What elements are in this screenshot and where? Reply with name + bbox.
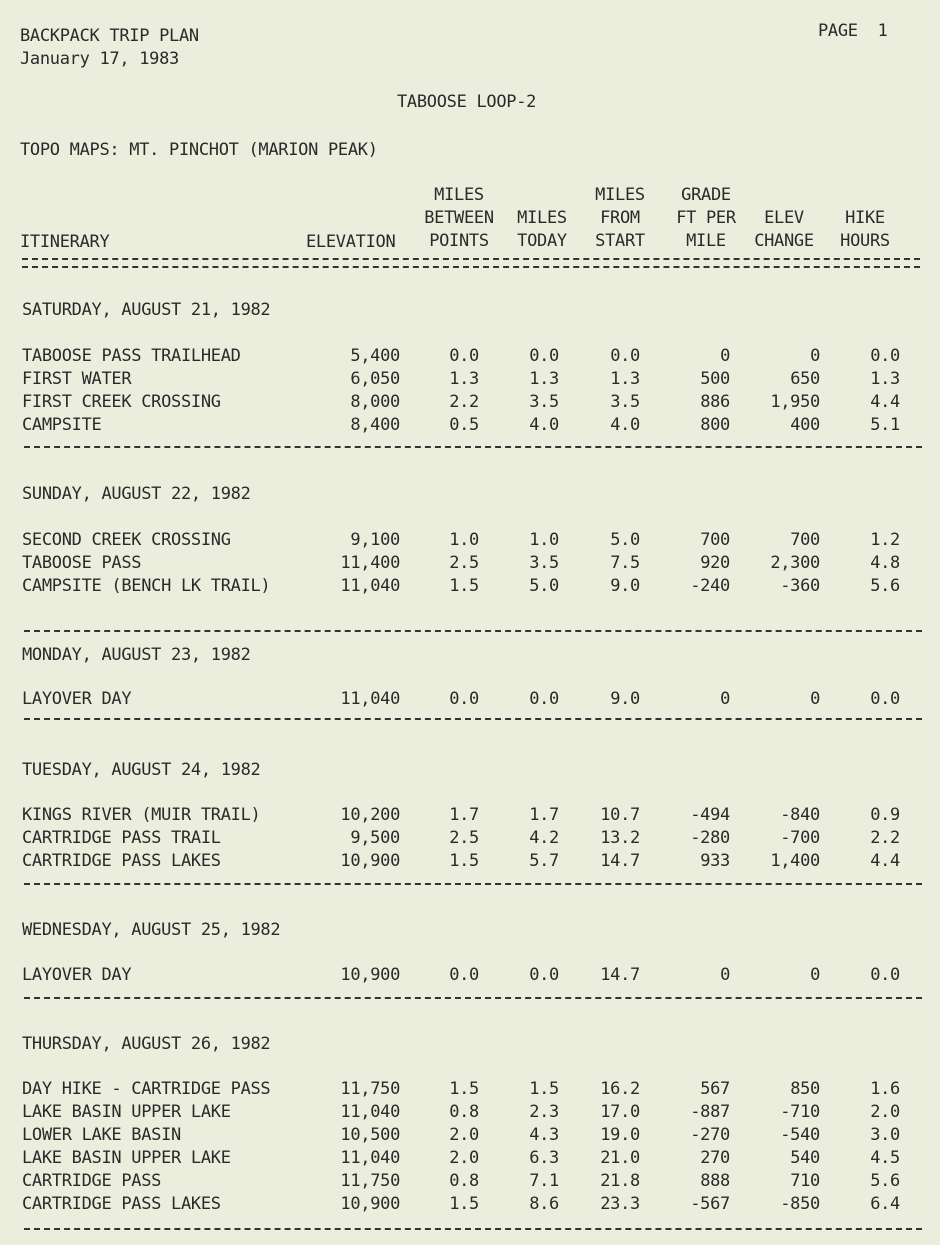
miles-today-cell: 6.3 — [529, 1148, 559, 1168]
location-name: LAYOVER DAY — [22, 689, 132, 709]
location-name: FIRST CREEK CROSSING — [22, 392, 221, 412]
location-name: CAMPSITE — [22, 415, 102, 435]
miles-between-cell: 1.3 — [449, 369, 479, 389]
miles-from-start-cell: 19.0 — [600, 1125, 640, 1145]
grade-cell: -240 — [690, 576, 730, 596]
elev-change-cell: 0 — [810, 965, 820, 985]
grade-cell: 0 — [720, 689, 730, 709]
hike-hours-cell: 0.0 — [870, 689, 900, 709]
hike-hours-cell: 1.2 — [870, 530, 900, 550]
miles-today-cell: 5.7 — [529, 851, 559, 871]
grade-cell: 0 — [720, 965, 730, 985]
miles-today-cell: 3.5 — [529, 392, 559, 412]
elev-change-cell: -540 — [780, 1125, 820, 1145]
miles-today-cell: 0.0 — [529, 965, 559, 985]
miles-between-cell: 1.5 — [449, 851, 479, 871]
miles-between-cell: 0.0 — [449, 965, 479, 985]
miles-today-cell: 2.3 — [529, 1102, 559, 1122]
hike-hours-cell: 0.0 — [870, 346, 900, 366]
elev-change-cell: 400 — [790, 415, 820, 435]
miles-from-start-cell: 13.2 — [600, 828, 640, 848]
document-date: January 17, 1983 — [20, 49, 179, 69]
location-name: CARTRIDGE PASS LAKES — [22, 851, 221, 871]
miles-between-cell: 1.5 — [449, 1079, 479, 1099]
hike-hours-cell: 4.4 — [870, 851, 900, 871]
header-elev-1: ELEV — [764, 208, 804, 228]
miles-today-cell: 1.3 — [529, 369, 559, 389]
grade-cell: 920 — [700, 553, 730, 573]
miles-from-start-cell: 7.5 — [610, 553, 640, 573]
hike-hours-cell: 3.0 — [870, 1125, 900, 1145]
hike-hours-cell: 1.6 — [870, 1079, 900, 1099]
location-name: LAKE BASIN UPPER LAKE — [22, 1148, 231, 1168]
location-name: LOWER LAKE BASIN — [22, 1125, 181, 1145]
elevation-cell: 8,000 — [350, 392, 400, 412]
hike-hours-cell: 1.3 — [870, 369, 900, 389]
header-today-2: TODAY — [517, 231, 567, 251]
elev-change-cell: 1,950 — [770, 392, 820, 412]
miles-today-cell: 0.0 — [529, 689, 559, 709]
grade-cell: -270 — [690, 1125, 730, 1145]
hike-hours-cell: 5.6 — [870, 576, 900, 596]
hike-hours-cell: 2.0 — [870, 1102, 900, 1122]
elev-change-cell: 2,300 — [770, 553, 820, 573]
grade-cell: 567 — [700, 1079, 730, 1099]
miles-between-cell: 1.0 — [449, 530, 479, 550]
location-name: CARTRIDGE PASS TRAIL — [22, 828, 221, 848]
miles-between-cell: 2.0 — [449, 1125, 479, 1145]
miles-today-cell: 4.0 — [529, 415, 559, 435]
trip-name: TABOOSE LOOP-2 — [397, 92, 537, 112]
miles-today-cell: 7.1 — [529, 1171, 559, 1191]
elevation-cell: 10,900 — [340, 1194, 400, 1214]
location-name: CARTRIDGE PASS LAKES — [22, 1194, 221, 1214]
grade-cell: 0 — [720, 346, 730, 366]
miles-from-start-cell: 9.0 — [610, 689, 640, 709]
grade-cell: 700 — [700, 530, 730, 550]
hike-hours-cell: 6.4 — [870, 1194, 900, 1214]
day-divider — [24, 883, 922, 885]
miles-between-cell: 0.8 — [449, 1102, 479, 1122]
header-start-1: MILES — [595, 185, 645, 205]
grade-cell: 933 — [700, 851, 730, 871]
miles-today-cell: 4.3 — [529, 1125, 559, 1145]
miles-from-start-cell: 21.8 — [600, 1171, 640, 1191]
elevation-cell: 11,040 — [340, 1148, 400, 1168]
header-today-1: MILES — [517, 208, 567, 228]
elev-change-cell: -850 — [780, 1194, 820, 1214]
day-divider — [24, 718, 922, 720]
miles-today-cell: 1.0 — [529, 530, 559, 550]
miles-from-start-cell: 9.0 — [610, 576, 640, 596]
elev-change-cell: 1,400 — [770, 851, 820, 871]
miles-between-cell: 0.0 — [449, 346, 479, 366]
grade-cell: -494 — [690, 805, 730, 825]
day-heading: TUESDAY, AUGUST 24, 1982 — [22, 760, 261, 780]
location-name: LAYOVER DAY — [22, 965, 132, 985]
day-heading: WEDNESDAY, AUGUST 25, 1982 — [22, 920, 281, 940]
miles-today-cell: 0.0 — [529, 346, 559, 366]
miles-between-cell: 1.5 — [449, 576, 479, 596]
header-start-2: FROM — [600, 208, 640, 228]
header-elevation: ELEVATION — [306, 232, 396, 252]
miles-between-cell: 2.5 — [449, 828, 479, 848]
miles-between-cell: 0.8 — [449, 1171, 479, 1191]
miles-from-start-cell: 4.0 — [610, 415, 640, 435]
day-divider — [24, 446, 922, 448]
elevation-cell: 10,200 — [340, 805, 400, 825]
miles-between-cell: 0.5 — [449, 415, 479, 435]
miles-from-start-cell: 21.0 — [600, 1148, 640, 1168]
miles-from-start-cell: 3.5 — [610, 392, 640, 412]
elev-change-cell: 540 — [790, 1148, 820, 1168]
elevation-cell: 11,040 — [340, 576, 400, 596]
elev-change-cell: -710 — [780, 1102, 820, 1122]
location-name: SECOND CREEK CROSSING — [22, 530, 231, 550]
elev-change-cell: -700 — [780, 828, 820, 848]
elev-change-cell: 710 — [790, 1171, 820, 1191]
header-between-1: MILES — [434, 185, 484, 205]
grade-cell: 500 — [700, 369, 730, 389]
miles-from-start-cell: 14.7 — [600, 965, 640, 985]
grade-cell: -887 — [690, 1102, 730, 1122]
elevation-cell: 11,750 — [340, 1171, 400, 1191]
miles-today-cell: 1.7 — [529, 805, 559, 825]
miles-from-start-cell: 10.7 — [600, 805, 640, 825]
hike-hours-cell: 5.1 — [870, 415, 900, 435]
elev-change-cell: -360 — [780, 576, 820, 596]
document-title: BACKPACK TRIP PLAN — [20, 26, 199, 46]
day-heading: SUNDAY, AUGUST 22, 1982 — [22, 484, 251, 504]
hike-hours-cell: 4.4 — [870, 392, 900, 412]
elevation-cell: 10,900 — [340, 851, 400, 871]
header-start-3: START — [595, 231, 645, 251]
header-elev-2: CHANGE — [754, 231, 814, 251]
grade-cell: 886 — [700, 392, 730, 412]
header-between-2: BETWEEN — [424, 208, 494, 228]
miles-between-cell: 2.5 — [449, 553, 479, 573]
grade-cell: 800 — [700, 415, 730, 435]
miles-from-start-cell: 14.7 — [600, 851, 640, 871]
elevation-cell: 11,040 — [340, 1102, 400, 1122]
grade-cell: -567 — [690, 1194, 730, 1214]
elevation-cell: 9,500 — [350, 828, 400, 848]
header-itinerary: ITINERARY — [20, 232, 110, 252]
miles-today-cell: 4.2 — [529, 828, 559, 848]
miles-today-cell: 5.0 — [529, 576, 559, 596]
elevation-cell: 9,100 — [350, 530, 400, 550]
elevation-cell: 8,400 — [350, 415, 400, 435]
header-grade-1: GRADE — [681, 185, 731, 205]
day-heading: SATURDAY, AUGUST 21, 1982 — [22, 300, 271, 320]
topo-maps: TOPO MAPS: MT. PINCHOT (MARION PEAK) — [20, 140, 378, 160]
location-name: CARTRIDGE PASS — [22, 1171, 162, 1191]
day-heading: THURSDAY, AUGUST 26, 1982 — [22, 1034, 271, 1054]
grade-cell: 888 — [700, 1171, 730, 1191]
elevation-cell: 5,400 — [350, 346, 400, 366]
hike-hours-cell: 0.9 — [870, 805, 900, 825]
page-number: PAGE 1 — [818, 21, 888, 41]
hike-hours-cell: 0.0 — [870, 965, 900, 985]
elev-change-cell: -840 — [780, 805, 820, 825]
location-name: TABOOSE PASS TRAILHEAD — [22, 346, 241, 366]
elev-change-cell: 650 — [790, 369, 820, 389]
elevation-cell: 11,040 — [340, 689, 400, 709]
day-heading: MONDAY, AUGUST 23, 1982 — [22, 645, 251, 665]
miles-from-start-cell: 5.0 — [610, 530, 640, 550]
header-between-3: POINTS — [429, 231, 489, 251]
miles-from-start-cell: 0.0 — [610, 346, 640, 366]
miles-today-cell: 1.5 — [529, 1079, 559, 1099]
miles-between-cell: 2.2 — [449, 392, 479, 412]
elev-change-cell: 0 — [810, 689, 820, 709]
day-divider — [24, 997, 922, 999]
day-divider — [24, 630, 922, 632]
miles-today-cell: 3.5 — [529, 553, 559, 573]
miles-from-start-cell: 16.2 — [600, 1079, 640, 1099]
elevation-cell: 11,750 — [340, 1079, 400, 1099]
header-divider — [22, 258, 920, 268]
header-grade-3: MILE — [686, 231, 726, 251]
location-name: LAKE BASIN UPPER LAKE — [22, 1102, 231, 1122]
hike-hours-cell: 5.6 — [870, 1171, 900, 1191]
elev-change-cell: 0 — [810, 346, 820, 366]
header-hours-1: HIKE — [845, 208, 885, 228]
elev-change-cell: 850 — [790, 1079, 820, 1099]
miles-from-start-cell: 1.3 — [610, 369, 640, 389]
miles-between-cell: 0.0 — [449, 689, 479, 709]
miles-today-cell: 8.6 — [529, 1194, 559, 1214]
grade-cell: 270 — [700, 1148, 730, 1168]
hike-hours-cell: 2.2 — [870, 828, 900, 848]
header-hours-2: HOURS — [840, 231, 890, 251]
hike-hours-cell: 4.5 — [870, 1148, 900, 1168]
miles-between-cell: 1.7 — [449, 805, 479, 825]
elevation-cell: 6,050 — [350, 369, 400, 389]
location-name: TABOOSE PASS — [22, 553, 142, 573]
miles-between-cell: 1.5 — [449, 1194, 479, 1214]
location-name: CAMPSITE (BENCH LK TRAIL) — [22, 576, 271, 596]
day-divider — [24, 1228, 922, 1230]
hike-hours-cell: 4.8 — [870, 553, 900, 573]
miles-from-start-cell: 23.3 — [600, 1194, 640, 1214]
miles-between-cell: 2.0 — [449, 1148, 479, 1168]
elevation-cell: 10,900 — [340, 965, 400, 985]
grade-cell: -280 — [690, 828, 730, 848]
miles-from-start-cell: 17.0 — [600, 1102, 640, 1122]
location-name: FIRST WATER — [22, 369, 132, 389]
header-grade-2: FT PER — [676, 208, 736, 228]
elevation-cell: 10,500 — [340, 1125, 400, 1145]
location-name: DAY HIKE - CARTRIDGE PASS — [22, 1079, 271, 1099]
elev-change-cell: 700 — [790, 530, 820, 550]
elevation-cell: 11,400 — [340, 553, 400, 573]
location-name: KINGS RIVER (MUIR TRAIL) — [22, 805, 261, 825]
